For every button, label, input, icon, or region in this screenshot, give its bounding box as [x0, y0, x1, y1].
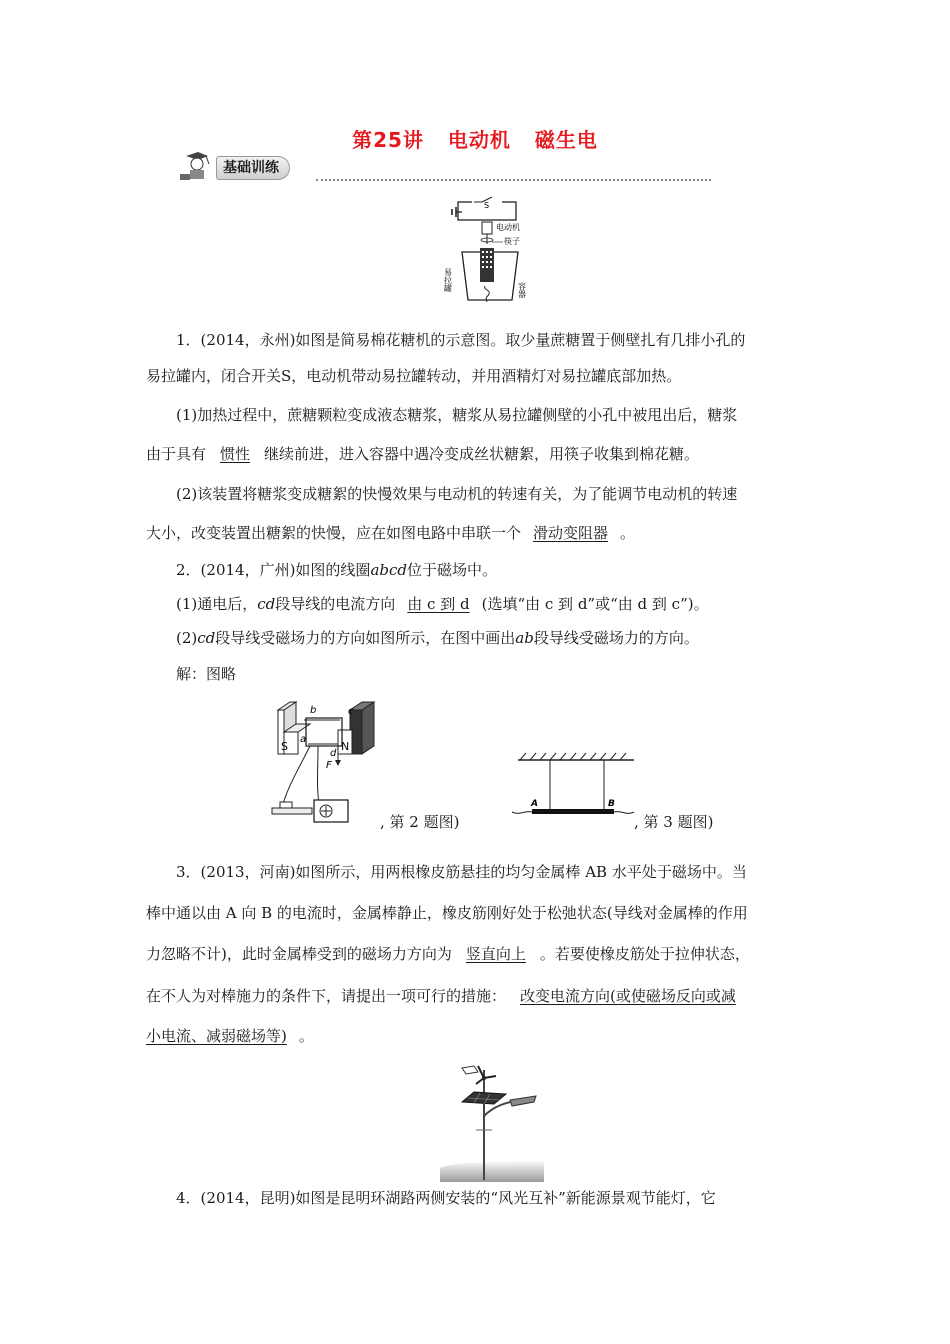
- q1-part2-answer: 滑动变阻器: [533, 524, 609, 542]
- fig1-label-s: S: [484, 201, 490, 210]
- q1-part1-line-2: [146, 444, 699, 464]
- q2-part2-cd: cd: [197, 629, 216, 647]
- q3-answer-2-part-1: 改变电流方向(或使磁场反向或减: [520, 987, 736, 1005]
- q3-line-2: 棒中通以由 A 向 B 的电流时，金属棒静止，橡皮筋刚好处于松弛状态(导线对金属棒的作用: [146, 904, 748, 922]
- q2-part1-pre: (1)通电后，: [176, 595, 258, 613]
- q2-part1-mid: 段导线的电流方向: [275, 595, 396, 613]
- q3-answer-2-part-2: 小电流、减弱磁场等): [146, 1027, 287, 1045]
- fig2-label-f: F: [326, 760, 332, 771]
- q2-text-post: 位于磁场中。: [407, 561, 498, 579]
- fig1-label-can: 易拉罐: [443, 268, 453, 292]
- fig2-label-c: c: [348, 706, 354, 717]
- q1-part2-line-2: [146, 523, 635, 543]
- q2-text-pre: 2．(2014，广州)如图的线圈: [176, 561, 371, 579]
- fig1-label-chopsticks: 筷子: [504, 237, 520, 246]
- q2-line-1: [176, 560, 497, 580]
- q3-line4-pre: 在不人为对棒施力的条件下，请提出一项可行的措施：: [146, 987, 507, 1005]
- q2-part2-mid: 段导线受磁场力的方向如图所示，在图中画出: [215, 629, 516, 647]
- q1-part2-text-post: 。: [620, 524, 636, 542]
- q2-solution: 解：图略: [176, 665, 237, 683]
- fig3-label-a: A: [531, 799, 538, 809]
- q4-line-1: 4．(2014，昆明)如图是昆明环湖路两侧安装的“风光互补”新能源景观节能灯，它: [176, 1189, 716, 1207]
- q1-part1-text-pre: 由于具有: [146, 445, 207, 463]
- section-header: [176, 150, 536, 184]
- figure-coil-in-magnetic-field: [268, 700, 380, 830]
- fig2-caption: , 第 2 题图): [380, 813, 460, 831]
- lesson-topic-1: 电动机: [447, 128, 511, 152]
- q2-part2-pre: (2): [176, 629, 198, 647]
- figure-wind-solar-street-lamp: [440, 1060, 544, 1184]
- q1-part1-line-1: (1)加热过程中，蔗糖颗粒变成液态糖浆，糖浆从易拉罐侧壁的小孔中被甩出后，糖浆: [176, 406, 738, 424]
- fig2-label-d: d: [330, 748, 337, 759]
- section-label: 基础训练: [216, 156, 290, 180]
- fig3-label-b: B: [608, 799, 615, 809]
- q3-line-4: [146, 986, 736, 1006]
- q2-part1-cd: cd: [257, 595, 276, 613]
- section-divider: [316, 179, 711, 181]
- q3-line-3: [146, 944, 750, 964]
- q1-part1-text-post: 继续前进，进入容器中遇冷变成丝状糖絮，用筷子收集到棉花糖。: [264, 445, 700, 463]
- q2-part1-post: (选填“由 c 到 d”或“由 d 到 c”)。: [481, 595, 709, 613]
- q2-part2: [176, 628, 699, 648]
- q1-part2-text-pre: 大小，改变装置出糖絮的快慢，应在如图电路中串联一个: [146, 524, 522, 542]
- fig2-label-s: S: [281, 740, 288, 753]
- q3-line-5: [146, 1026, 314, 1046]
- q3-line-1: 3．(2013，河南)如图所示，用两根橡皮筋悬挂的均匀金属棒 AB 水平处于磁场中。当: [176, 863, 747, 881]
- lesson-number: 第25讲: [352, 128, 424, 152]
- page-title: [0, 124, 950, 153]
- figure-cotton-candy-machine: [440, 196, 540, 308]
- fig3-caption: , 第 3 题图): [634, 813, 714, 831]
- q2-part2-ab: ab: [515, 629, 534, 647]
- q2-part1-answer: 由 c 到 d: [407, 595, 470, 613]
- fig2-label-b: b: [310, 705, 317, 716]
- fig2-label-n: N: [341, 740, 350, 753]
- q3-line3-pre: 力忽略不计)，此时金属棒受到的磁场力方向为: [146, 945, 452, 963]
- fig2-label-a: a: [300, 734, 307, 745]
- q1-line-1: 1．(2014，永州)如图是简易棉花糖机的示意图。取少量蔗糖置于侧壁扎有几排小孔的: [176, 331, 746, 349]
- q1-part1-answer: 惯性: [220, 445, 251, 463]
- q2-part1: [176, 594, 709, 614]
- q1-line-2: 易拉罐内，闭合开关S，电动机带动易拉罐转动，并用酒精灯对易拉罐底部加热。: [146, 367, 682, 385]
- q2-part2-post: 段导线受磁场力的方向。: [533, 629, 699, 647]
- q3-answer-1: 竖直向上: [465, 945, 526, 963]
- fig1-label-motor: 电动机: [496, 223, 520, 232]
- figure-metal-rod-suspended: [508, 750, 636, 830]
- q1-part2-line-1: (2)该装置将糖浆变成糖絮的快慢效果与电动机的转速有关，为了能调节电动机的转速: [176, 485, 738, 503]
- q3-line5-post: 。: [298, 1027, 314, 1045]
- student-mascot-icon: [176, 150, 218, 184]
- q3-line3-post: 。若要使橡皮筋处于拉伸状态，: [539, 945, 750, 963]
- lesson-topic-2: 磁生电: [534, 128, 598, 152]
- fig1-label-container: 容器: [517, 282, 527, 298]
- q2-coil-name: abcd: [370, 561, 407, 579]
